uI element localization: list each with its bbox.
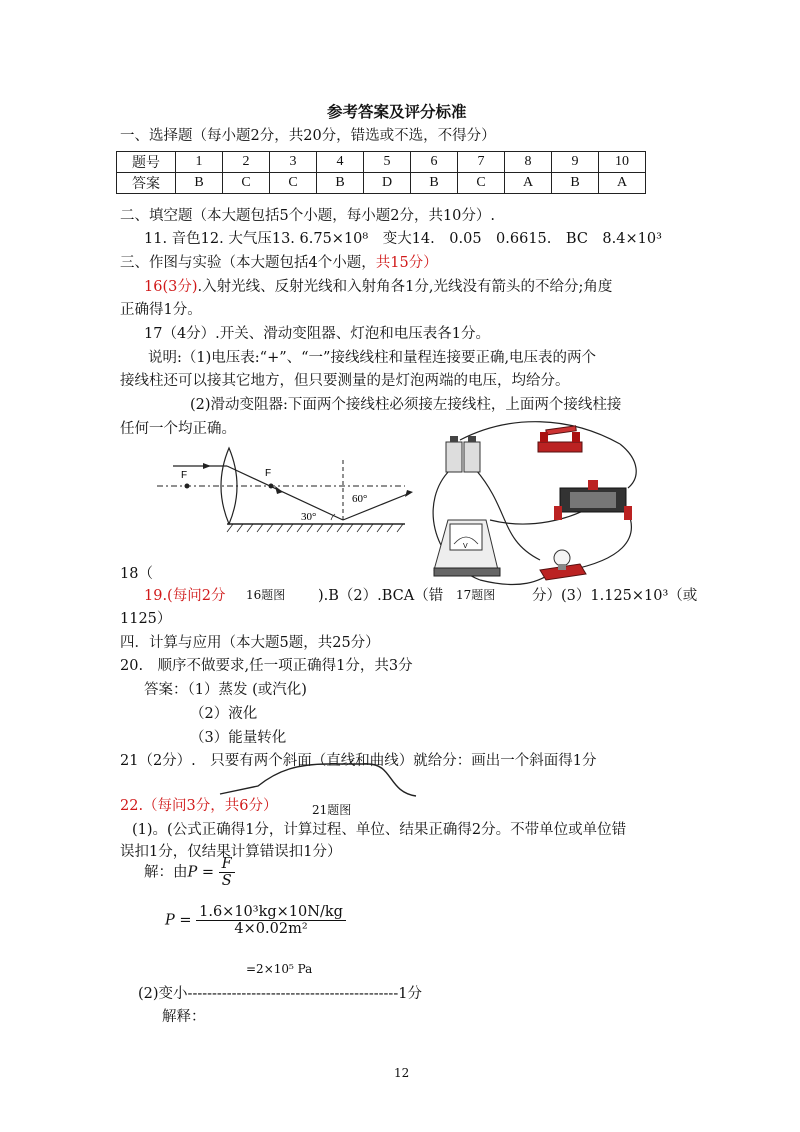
focus-label-left: F: [181, 470, 188, 481]
section3-heading-text: 三、作图与实验（本大题包括4个小题，: [120, 255, 376, 271]
q19-mid: ).B（2）.BCA（错: [318, 588, 444, 604]
table-cell: 9: [552, 152, 599, 173]
table-cell: A: [599, 173, 646, 194]
fig17-caption: 17题图: [456, 588, 496, 602]
table-cell: 2: [223, 152, 270, 173]
wire: [620, 444, 636, 488]
note1b: 接线柱还可以接其它地方，但只要测量的是灯泡两端的电压，均给分。: [120, 373, 570, 389]
table-cell: C: [270, 173, 317, 194]
table-header-number: 题号: [117, 152, 176, 173]
section2-answers: 11. 音色12. 大气压13. 6.75×10⁸ 变大14. 0.05 0.6615. BC 8.4×10³: [144, 231, 662, 247]
figure-16-optics: [155, 440, 415, 535]
table-cell: C: [223, 173, 270, 194]
angle-label-30: 30°: [301, 511, 317, 523]
ray-arrow: [405, 490, 413, 497]
table-cell: 4: [317, 152, 364, 173]
q16-score: 16(3分): [144, 279, 198, 295]
q18-line: 18（: [120, 566, 153, 582]
q19-score: 19.(每问2分: [144, 588, 226, 604]
q17-line: 17（4分）.开关、滑动变阻器、灯泡和电压表各1分。: [144, 326, 491, 342]
section2-heading: 二、填空题（本大题包括5个小题，每小题2分，共10分）.: [120, 208, 496, 224]
page-title: 参考答案及评分标准: [327, 102, 467, 121]
table-cell: 7: [458, 152, 505, 173]
q16-text: .入射光线、反射光线和入射角各1分,光线没有箭头的不给分;角度: [197, 279, 613, 295]
table-row-numbers: [117, 152, 646, 173]
table-cell: B: [411, 173, 458, 194]
wire: [570, 512, 631, 570]
formula1-lhs: P =: [187, 864, 215, 881]
table-header-answer: 答案: [117, 173, 176, 194]
formula2-denominator: 4×0.02m²: [234, 921, 308, 937]
q22-score: 22.（每问3分，共6分）: [120, 798, 278, 814]
q20-answer3: （3）能量转化: [190, 730, 287, 746]
note1: 说明:（1)电压表:“+”、“一”接线线柱和量程连接要正确,电压表的两个: [148, 350, 597, 366]
note2b: 任何一个均正确。: [120, 421, 236, 437]
rheostat-icon: [554, 480, 632, 520]
table-cell: B: [176, 173, 223, 194]
voltmeter-label: V: [463, 543, 468, 550]
switch-icon: [538, 426, 582, 452]
formula-1: [144, 856, 235, 889]
q19-end2: 1125）: [120, 611, 172, 627]
q22-part2: (2)变小-------------------------------------------1分: [138, 986, 422, 1002]
q22-part1: (1)。(公式正确得1分，计算过程、单位、结果正确得2分。不带单位或单位错: [132, 822, 627, 838]
q20-answer2: （2）液化: [190, 706, 258, 722]
formula1-fraction: [219, 856, 235, 889]
lamp-icon: [540, 550, 586, 580]
formula2-numerator: 1.6×10³kg×10N/kg: [196, 904, 346, 921]
explain-label: 解释：: [162, 1009, 206, 1025]
table-cell: 5: [364, 152, 411, 173]
table-cell: A: [505, 173, 552, 194]
focus-label-right: F: [265, 468, 272, 479]
answer-table: [116, 151, 646, 194]
focus-left: [185, 484, 190, 489]
q20-answer1: 答案：（1）蒸发 (或汽化): [144, 682, 307, 698]
formula2-lhs: P =: [165, 912, 192, 929]
section3-heading: [120, 251, 438, 272]
battery-icon: [446, 436, 480, 472]
table-cell: B: [317, 173, 364, 194]
formula1-denominator: S: [221, 873, 232, 889]
table-row-answers: [117, 173, 646, 194]
q21-line: 21（2分）. 只要有两个斜面（直线和曲线）就给分：画出一个斜面得1分: [120, 753, 597, 769]
slope-curve: [220, 764, 416, 796]
ray-arrow: [203, 463, 211, 469]
q20-line: 20. 顺序不做要求,任一项正确得1分，共3分: [120, 658, 413, 674]
result-line: =2×10⁵ Pa: [246, 962, 313, 976]
figure-17-circuit: [420, 420, 660, 590]
section1-heading: 一、选择题（每小题2分，共20分，错选或不选，不得分）: [120, 128, 496, 144]
angle-label-60: 60°: [352, 493, 368, 505]
q16-line: [144, 275, 612, 296]
note2: (2)滑动变阻器:下面两个接线柱必须接左接线柱，上面两个接线柱接: [190, 397, 622, 413]
table-cell: D: [364, 173, 411, 194]
refracted-ray: [227, 466, 343, 520]
mirror-hatching: [227, 524, 403, 532]
formula1-numerator: F: [219, 856, 235, 873]
q16-line2: 正确得1分。: [120, 302, 202, 318]
fig21-caption: 21题图: [312, 803, 352, 817]
table-cell: B: [552, 173, 599, 194]
q22-part1b: 误扣1分，仅结果计算错误扣1分）: [120, 844, 342, 860]
table-cell: 10: [599, 152, 646, 173]
solve-label: 解：由: [144, 864, 188, 881]
table-cell: 1: [176, 152, 223, 173]
section4-heading: 四．计算与应用（本大题5题，共25分）: [120, 635, 380, 651]
q19-end: 分）(3）1.125×10³（或: [532, 588, 698, 604]
fig16-caption: 16题图: [246, 588, 286, 602]
section3-score: 共15分）: [375, 255, 438, 271]
formula-2: [165, 904, 346, 937]
table-cell: 8: [505, 152, 552, 173]
page-number: 12: [394, 1066, 410, 1080]
table-cell: 3: [270, 152, 317, 173]
formula2-fraction: [196, 904, 346, 937]
table-cell: 6: [411, 152, 458, 173]
voltmeter-icon: [434, 520, 500, 576]
table-cell: C: [458, 173, 505, 194]
ray-arrow: [275, 486, 283, 494]
